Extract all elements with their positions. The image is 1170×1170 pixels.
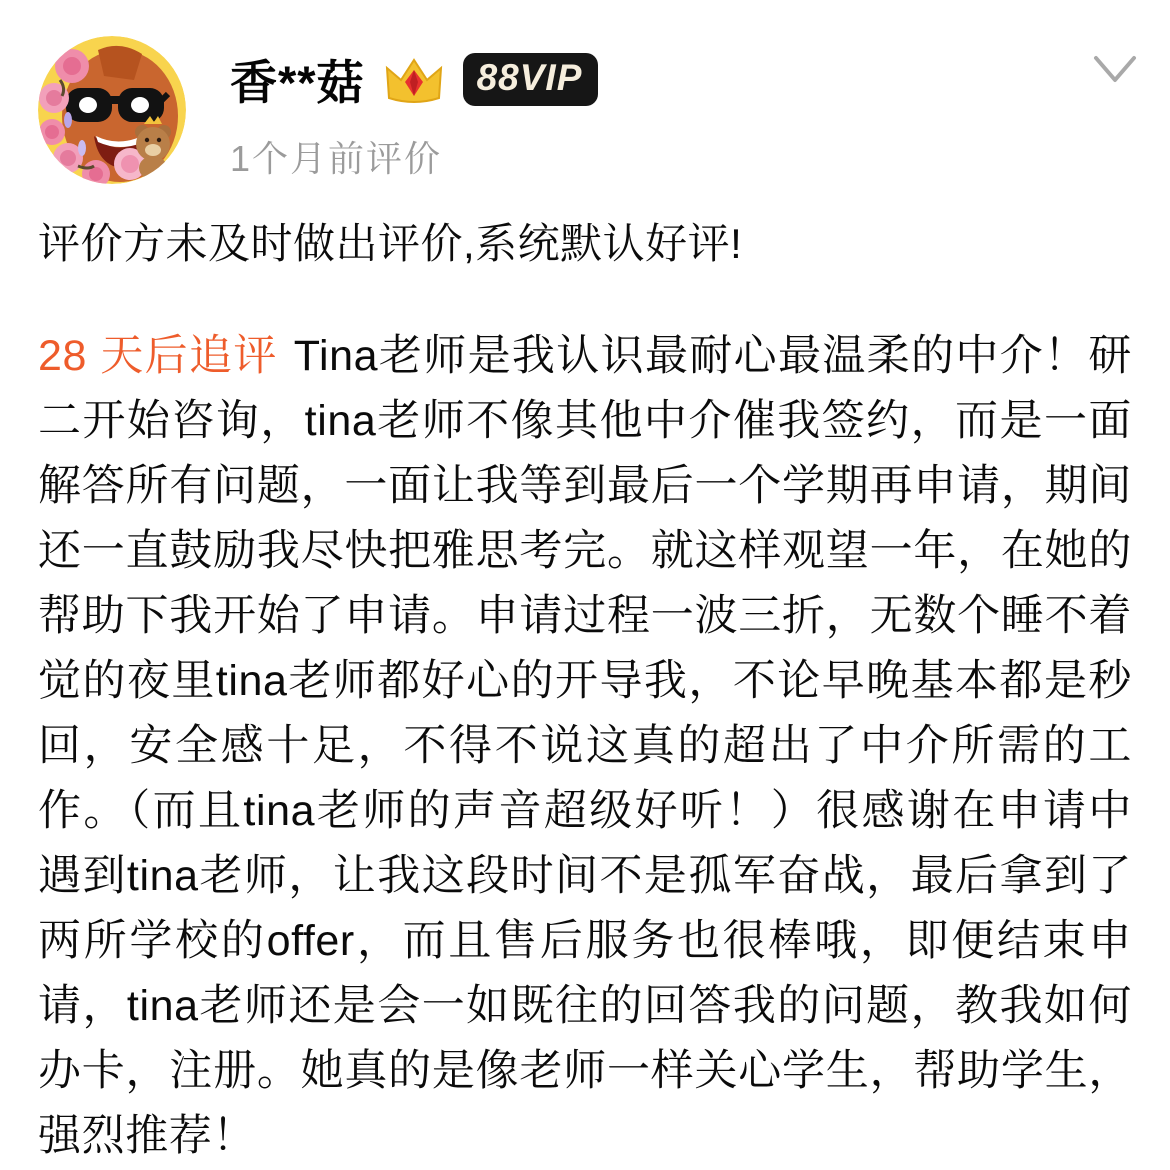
vip-badge: 88VIP [463, 53, 599, 106]
header-info [230, 36, 598, 182]
review-content [0, 214, 1170, 1169]
followup-label: 28 天后追评 [38, 332, 278, 380]
followup-text: Tina老师是我认识最耐心最温柔的中介！研二开始咨询，tina老师不像其他中介催我签约，而是一面解答所有问题，一面让我等到最后一个学期再申请，期间还一直鼓励我尽快把雅思考完。就这样观望一年，在她的帮助下我开始了申请。申请过程一波三折，无数个睡不着觉的夜里tina老师都好心的开导我，不论早晚基本都是秒回，安全感十足，不得不说这真的超出了中介所需的工作。（而且tina老师的声音超级好听！）很感谢在申请中遇到tina老师，让我这段时间不是孤军奋战，最后拿到了两所学校的offer，而且售后服务也很棒哦，即便结束申请，tina老师还是会一如既往的回答我的问题，教我如何办卡，注册。她真的是像老师一样关心学生，帮助学生，强烈推荐！ [38, 332, 1132, 1160]
review-header [0, 0, 1170, 184]
chevron-down-icon[interactable] [1092, 50, 1138, 90]
followup-review [38, 324, 1132, 1169]
username: 香**菇 [230, 56, 365, 109]
review-timestamp: 1个月前评价 [230, 138, 443, 179]
system-default-note: 评价方未及时做出评价,系统默认好评! [38, 220, 743, 267]
avatar-illustration [38, 36, 186, 184]
name-row [230, 46, 598, 113]
avatar[interactable] [38, 36, 186, 184]
crown-icon [385, 54, 443, 106]
